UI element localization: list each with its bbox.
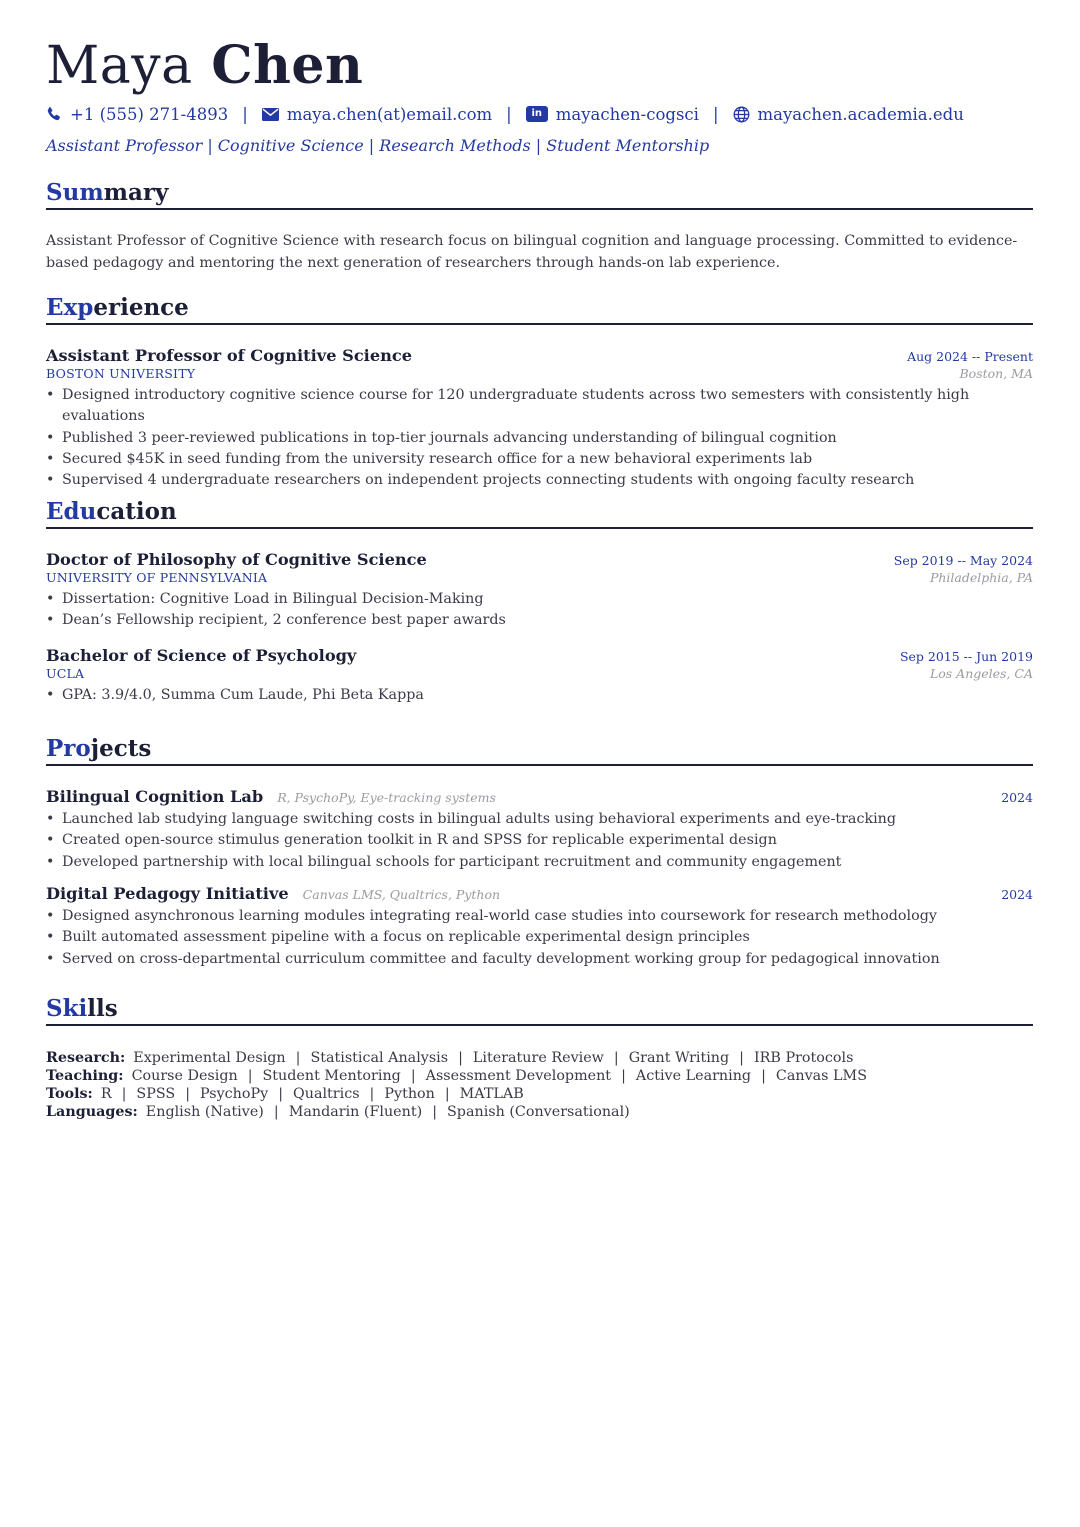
linkedin-icon: in	[526, 106, 548, 122]
skill-item: R	[100, 1086, 112, 1102]
skills-separator: |	[761, 1068, 766, 1084]
resume-page	[0, 0, 1080, 158]
skills-separator: |	[444, 1086, 450, 1102]
skill-item: Assessment Development	[425, 1068, 612, 1084]
skill-item: Canvas LMS	[775, 1068, 867, 1084]
linkedin-text: mayachen-cogsci	[555, 104, 699, 124]
skills-row	[46, 1085, 1033, 1103]
project-year: 2024	[1001, 887, 1033, 902]
list-item: • Secured $45K in seed funding from the university research office for a new behavioral experiments lab	[46, 449, 1033, 470]
degree-dates: Sep 2015 -- Jun 2019	[899, 649, 1033, 664]
skills-separator: |	[621, 1068, 626, 1084]
skills-row	[46, 1067, 1033, 1085]
skill-item: Active Learning	[635, 1068, 752, 1084]
education-entry	[46, 646, 1033, 706]
heading-rest: lls	[87, 995, 118, 1022]
skill-item: Grant Writing	[628, 1050, 730, 1066]
job-dates: Aug 2024 -- Present	[907, 349, 1033, 364]
list-item: • GPA: 3.9/4.0, Summa Cum Laude, Phi Beta Kappa	[46, 685, 1033, 706]
skills-separator: |	[739, 1050, 744, 1066]
skills-label: Research:	[46, 1050, 126, 1066]
job-location: Boston, MA	[959, 366, 1033, 381]
heading-accent: Sum	[46, 179, 104, 206]
skills-separator: |	[410, 1068, 416, 1084]
website-text: mayachen.academia.edu	[757, 104, 964, 124]
contact-linkedin[interactable]	[526, 105, 699, 124]
skill-item: PsychoPy	[200, 1086, 269, 1102]
project-title: Digital Pedagogy Initiative	[46, 884, 289, 903]
degree-title: Bachelor of Science of Psychology	[46, 646, 357, 665]
list-item: • Developed partnership with local bilingual schools for participant recruitment and community engagement	[46, 852, 1033, 873]
skills-separator: |	[295, 1050, 301, 1066]
skills-separator: |	[278, 1086, 284, 1102]
list-item: • Designed introductory cognitive science course for 120 undergraduate students across two semesters with consistently high evaluations	[46, 385, 1033, 428]
section-heading-skills	[46, 994, 1033, 1026]
heading-rest: erience	[93, 294, 189, 321]
list-item: • Built automated assessment pipeline with a focus on replicable experimental design principles	[46, 927, 1033, 948]
skill-item: Spanish (Conversational)	[447, 1104, 630, 1120]
skill-item: IRB Protocols	[754, 1050, 854, 1066]
tagline: Assistant Professor | Cognitive Science | Research Methods | Student Mentorship	[46, 136, 710, 155]
education-entry	[46, 550, 1033, 632]
contact-phone[interactable]	[46, 105, 228, 124]
email-text: maya.chen(at)email.com	[286, 104, 493, 124]
skill-item: Mandarin (Fluent)	[288, 1104, 423, 1120]
skill-item: Experimental Design	[133, 1050, 286, 1066]
phone-text: +1 (555) 271-4893	[70, 104, 229, 124]
project-year: 2024	[1001, 790, 1033, 805]
institution: UCLA	[46, 666, 85, 681]
contact-website[interactable]	[733, 105, 964, 124]
skills-row	[46, 1049, 1033, 1067]
contact-email[interactable]	[262, 105, 492, 124]
skills-list	[46, 1049, 1033, 1121]
section-heading-projects	[46, 734, 1033, 766]
project-bullets	[46, 809, 1033, 873]
skill-item: MATLAB	[459, 1086, 524, 1102]
list-item: • Dean’s Fellowship recipient, 2 conference best paper awards	[46, 610, 1033, 631]
job-bullets	[46, 385, 1033, 491]
list-item: • Published 3 peer-reviewed publications in top-tier journals advancing understanding of bilingual cognition	[46, 428, 1033, 449]
degree-dates: Sep 2019 -- May 2024	[893, 553, 1033, 568]
skill-item: Qualtrics	[293, 1086, 360, 1102]
heading-accent: Edu	[46, 498, 97, 525]
institution-location: Los Angeles, CA	[929, 666, 1033, 681]
project-entry	[46, 884, 1033, 970]
project-tech: R, PsychoPy, Eye-tracking systems	[277, 790, 496, 805]
contact-separator: |	[712, 104, 719, 124]
heading-rest: cation	[96, 498, 177, 525]
skill-item: Literature Review	[472, 1050, 604, 1066]
candidate-name	[46, 34, 1033, 98]
list-item: • Designed asynchronous learning modules integrating real-world case studies into coursework for research methodology	[46, 906, 1033, 927]
project-entry	[46, 787, 1033, 873]
skill-item: English (Native)	[145, 1104, 264, 1120]
skills-separator: |	[369, 1086, 375, 1102]
project-tech: Canvas LMS, Qualtrics, Python	[302, 887, 501, 902]
heading-accent: Ski	[46, 995, 88, 1022]
section-heading-education	[46, 497, 1033, 529]
employer: BOSTON UNIVERSITY	[46, 366, 196, 381]
list-item: • Dissertation: Cognitive Load in Bilingual Decision-Making	[46, 589, 1033, 610]
institution-location: Philadelphia, PA	[929, 570, 1033, 585]
skills-label: Languages:	[46, 1104, 138, 1120]
skills-label: Teaching:	[46, 1068, 124, 1084]
skill-item: Course Design	[131, 1068, 238, 1084]
skill-item: Statistical Analysis	[310, 1050, 449, 1066]
skills-separator: |	[121, 1086, 127, 1102]
contact-bar	[46, 103, 1033, 125]
skill-item: SPSS	[136, 1086, 176, 1102]
skills-separator: |	[185, 1086, 191, 1102]
last-name: Chen	[211, 35, 364, 96]
skills-separator: |	[458, 1050, 463, 1066]
project-title: Bilingual Cognition Lab	[46, 787, 264, 806]
skills-label: Tools:	[46, 1086, 93, 1102]
list-item: • Supervised 4 undergraduate researchers on independent projects connecting students with ongoing faculty research	[46, 470, 1033, 491]
contact-separator: |	[506, 104, 512, 124]
skills-separator: |	[432, 1104, 438, 1120]
contact-separator: |	[242, 104, 248, 124]
skills-row	[46, 1103, 1033, 1121]
skill-item: Python	[384, 1086, 435, 1102]
envelope-icon	[262, 108, 279, 121]
heading-accent: Exp	[46, 294, 94, 321]
heading-rest: mary	[103, 179, 169, 206]
skills-separator: |	[273, 1104, 279, 1120]
skills-separator: |	[613, 1050, 619, 1066]
institution: UNIVERSITY OF PENNSYLVANIA	[46, 570, 268, 585]
globe-icon	[733, 106, 750, 123]
job-title: Assistant Professor of Cognitive Science	[46, 346, 413, 365]
heading-accent: Pro	[46, 735, 91, 762]
summary-text: Assistant Professor of Cognitive Science with research focus on bilingual cognition and language processing. Committed to evidence-based pedagogy and mentoring the next generation of researchers through hands-on lab experience.	[46, 233, 1018, 271]
degree-bullets	[46, 589, 1033, 632]
section-heading-experience	[46, 293, 1033, 325]
degree-bullets	[46, 685, 1033, 706]
list-item: • Launched lab studying language switching costs in bilingual adults using behavioral experiments and eye-tracking	[46, 809, 1033, 830]
first-name: Maya	[46, 36, 193, 96]
phone-icon	[46, 106, 62, 122]
experience-entry	[46, 346, 1033, 491]
project-bullets	[46, 906, 1033, 970]
list-item: • Created open-source stimulus generation toolkit in R and SPSS for replicable experimental design	[46, 830, 1033, 851]
degree-title: Doctor of Philosophy of Cognitive Science	[46, 550, 427, 569]
list-item: • Served on cross-departmental curriculum committee and faculty development working group for pedagogical innovation	[46, 949, 1033, 970]
section-heading-summary	[46, 178, 1033, 210]
skill-item: Student Mentoring	[262, 1068, 401, 1084]
heading-rest: jects	[90, 735, 152, 762]
skills-separator: |	[247, 1068, 253, 1084]
